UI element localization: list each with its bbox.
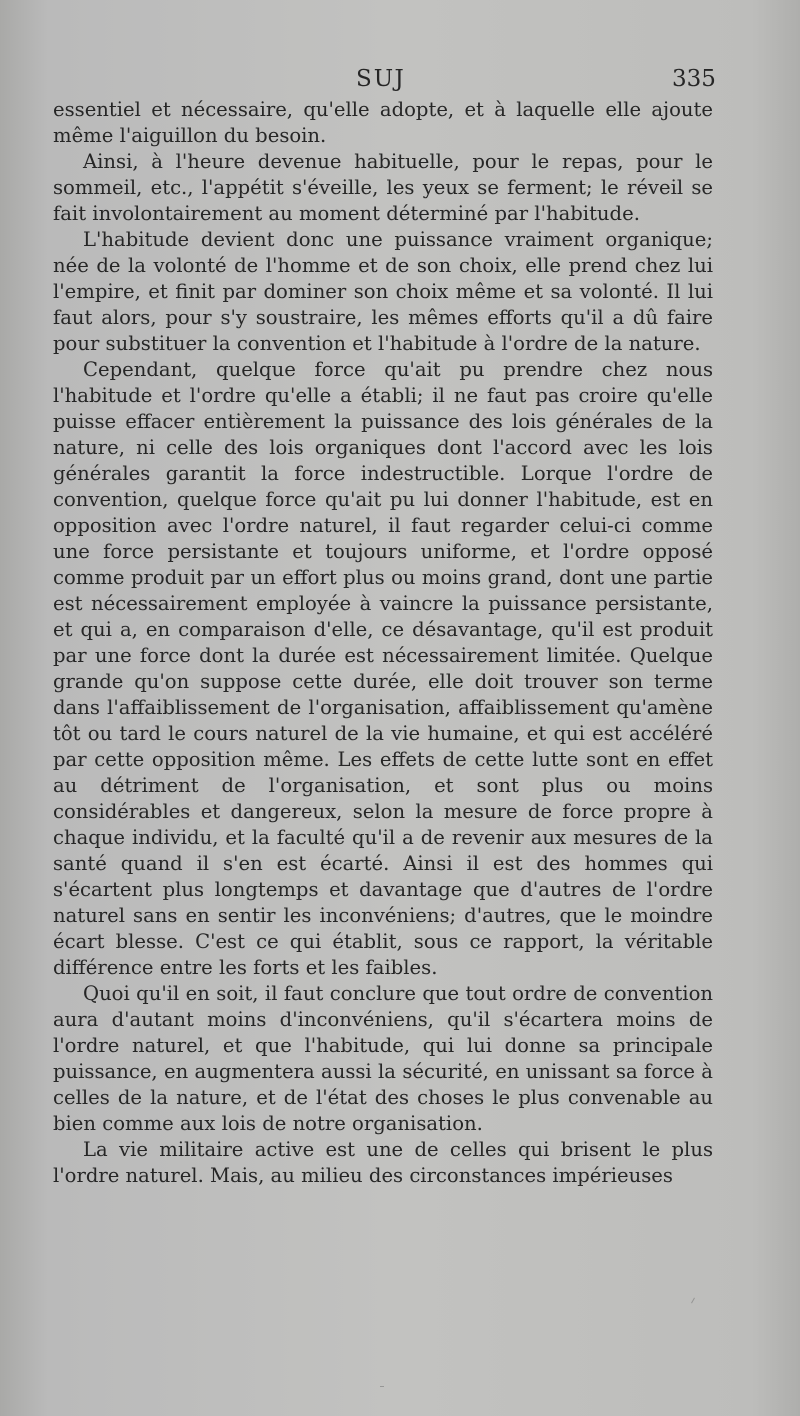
paper-speck — [380, 1386, 384, 1387]
paragraph-habitude: L'habitude devient donc une puissance vraiment organique; née de la volonté de l'homme et de son choix, elle prend chez lui l'empire, et finit par dominer son choix même et sa volonté. Il lui faut alors, pour s'y soustraire, les mêmes efforts qu'il a dû faire pour substituer la convention et l'habitude à l'ordre de la nature. — [53, 228, 713, 355]
running-header — [0, 66, 800, 98]
paragraph-cependant: Cependant, quelque force qu'ait pu prendre chez nous l'habitude et l'ordre qu'elle a établi; il ne faut pas croire qu'elle puisse effacer entièrement la puissance des lois générales de la nature, ni celle des lois organiques dont l'accord avec les lois générales garantit la force indestructible. Lorque l'ordre de convention, quelque force qu'ait pu lui donner l'habitude, est en opposition avec l'ordre naturel, il faut regarder celui-ci comme une force persistante et toujours uniforme, et l'ordre opposé comme produit par un effort plus ou moins grand, dont une partie est nécessairement employée à vaincre la puissance persistante, et qui a, en comparaison d'elle, ce désavantage, qu'il est produit par une force dont la durée est nécessairement limitée. Quelque grande qu'on suppose cette durée, elle doit trouver son terme dans l'affaiblissement de l'organisation, affaiblissement qu'amène tôt ou tard le cours naturel de la vie humaine, et qui est accéléré par cette opposition même. Les effets de cette lutte sont en effet au détriment de l'organisation, et sont plus ou moins considérables et dangereux, selon la mesure de force propre à chaque individu, et la faculté qu'il a de revenir aux mesures de la santé quand il s'en est écarté. Ainsi il est des hommes qui s'écartent plus longtemps et davantage que d'autres de l'ordre naturel sans en sentir les inconvéniens; d'autres, que le moindre écart blesse. C'est ce qui établit, sous ce rapport, la véritable différence entre les forts et les faibles. — [53, 358, 713, 979]
paragraph-vie-militaire: La vie militaire active est une de celles qui brisent le plus l'ordre naturel. Mais, au milieu des circonstances impérieuses — [53, 1138, 713, 1187]
paragraph-continued: essentiel et nécessaire, qu'elle adopte, et à laquelle elle ajoute même l'aiguillon du besoin. — [53, 98, 713, 147]
paragraph-ainsi: Ainsi, à l'heure devenue habituelle, pour le repas, pour le sommeil, etc., l'appétit s'éveille, les yeux se ferment; le réveil se fait involontairement au moment déterminé par l'habitude. — [53, 150, 713, 225]
paper-speck — [691, 1298, 695, 1304]
body-text — [53, 97, 713, 1189]
paragraph-quoi: Quoi qu'il en soit, il faut conclure que tout ordre de convention aura d'autant moins d'inconvéniens, qu'il s'écartera moins de l'ordre naturel, et que l'habitude, qui lui donne sa principale puissance, en augmentera aussi la sécurité, en unissant sa force à celles de la nature, et de l'état des choses le plus convenable au bien comme aux lois de notre organisation. — [53, 982, 713, 1135]
page-number: 335 — [672, 66, 716, 92]
header-title: SUJ — [356, 66, 406, 92]
